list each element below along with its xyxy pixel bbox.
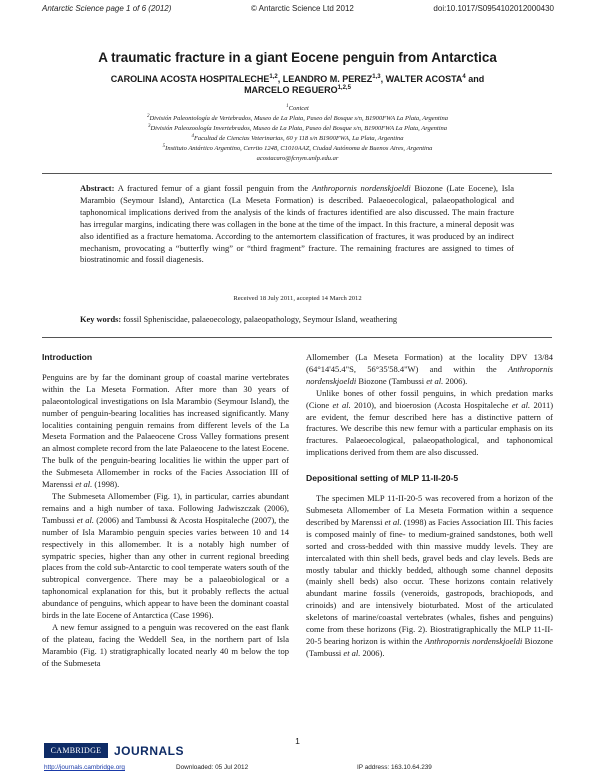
affiliation-text: Facultad de Ciencias Veterinarias, 60 y 118 s/n B1900FWA, La Plata, Argentina	[193, 135, 404, 142]
author-name: CAROLINA ACOSTA HOSPITALECHE	[110, 74, 270, 84]
affiliation-number: 4	[191, 133, 194, 139]
affiliation-marker: 4	[462, 74, 466, 80]
affiliation-text: División Paleozoología Invertebrados, Museo de La Plata, Paseo del Bosque s/n, B1900FWA La Plata, Argentina	[150, 125, 448, 132]
copyright-notice: © Antarctic Science Ltd 2012	[251, 4, 354, 13]
journals-wordmark: JOURNALS	[114, 743, 185, 758]
paragraph: The Submeseta Allomember (Fig. 1), in particular, carries abundant remains and a high number of taxa. Following Jadwiszczak (2006), Tambussi et al. (2006) and Tambussi & Acosta Hospitaleche (2007), the number of Isla Marambio penguin species varies between 10 and 14 respectively in this allomember. It is a notably high number of sympatric species, higher than any other in current regional breeding places from the cold sub-Antarctic to cool temperate waters south of the subtropical convergence. There may be a palaeobiological or a taphonomical explanation for this, but it probably reflects the actual abundance of penguins, which appear to have been the dominant coastal birds in the late Eocene of Antarctica (Case 1996).	[42, 490, 289, 621]
affiliation-number: 5	[162, 143, 166, 149]
abstract-text: Biozone (Late Eocene), Isla Marambio (Seymour Island), Antarctica (La Meseta Formation) is described. Palaeoecological, palaeopathological and taphonomical implications derived from the analysis of the kinds of fractures identified are also discussed. The main fracture has irregular margins, indicating there was collagen in the bone at the time of the impact. In this fracture, a mineral deposit was also identified as a fracture hematoma. According to the antemortem classification of fractures, it was produced by an indirect mechanism, provocating a “butterfly wing” or “third fragment” fracture. The remaining fractures are assigned to times of biostratinomic and fossil diagenesis.	[80, 183, 514, 265]
affiliation-number: 3	[147, 123, 151, 129]
keywords-label: Key words:	[80, 315, 122, 324]
section-heading-depositional-setting: Depositional setting of MLP 11-II-20-5	[306, 473, 459, 484]
running-header	[42, 4, 554, 13]
divider	[42, 173, 552, 174]
cambridge-wordmark: CAMBRIDGE	[44, 743, 108, 758]
affiliation-text: División Paleontología de Vertebrados, Museo de La Plata, Paseo del Bosque s/n, B1900FWA La Plata, Argentina	[149, 115, 449, 122]
ip-address: IP address: 163.10.64.239	[357, 764, 432, 771]
author-name: LEANDRO M. PEREZ	[282, 74, 373, 84]
taxon-name: Anthropornis nordenskjoeldi	[311, 183, 411, 193]
abstract-text: A fractured femur of a giant fossil penguin from the	[114, 183, 312, 193]
section-heading-introduction: Introduction	[42, 352, 93, 362]
paragraph: The specimen MLP 11-II-20-5 was recovered from a horizon of the Submeseta Allomember of La Meseta Formation within a sequence described by Marenssi et al. (1998) as Facies Association III. This facies is composed mainly of fine- to medium-grained sandstones, both well sorted and cross-bedded with thin massive muddy levels. They are intercalated with thin shell beds, gravel beds and clay levels. Beds are mostly tabular and thickly bedded, although some channel deposits (mainly shell beds) also occur. These horizons contain relatively abundant marine fossils (veneroids, gastropods, brachiopods, and crinoids) and are intensively bioturbated. Most of the articulated skeletons of marine/coastal vertebrates (whales, fishes and penguins) come from these horizons (Fig. 2). Biostratigraphically the MLP 11-II-20-5 bearing horizon is within the Anthropornis nordenskjoeldi Biozone (Tambussi et al. 2006).	[306, 493, 553, 658]
affiliation-marker: 1,2,5	[337, 85, 351, 91]
affiliation-number: 2	[146, 113, 150, 119]
download-date: Downloaded: 05 Jul 2012	[176, 764, 249, 771]
footer	[44, 764, 554, 776]
article-title: A traumatic fracture in a giant Eocene penguin from Antarctica	[98, 50, 497, 65]
affiliations	[60, 104, 535, 164]
keywords	[80, 315, 514, 324]
journal-citation: Antarctic Science page 1 of 6 (2012)	[42, 4, 172, 13]
affiliation-line	[60, 144, 535, 154]
affiliation-line	[60, 104, 535, 114]
doi: doi:10.1017/S0954102012000430	[433, 4, 554, 13]
author-name: WALTER ACOSTA	[385, 74, 463, 84]
divider	[42, 337, 552, 338]
contact-email: acostacaro@fcnym.unlp.edu.ar	[256, 155, 339, 162]
author-and: and	[468, 74, 485, 84]
affiliation-line	[60, 124, 535, 134]
paragraph: A new femur assigned to a penguin was recovered on the east flank of the plateau, facing the Weddell Sea, in the northern part of Isla Marambio (Fig. 1) stratigraphically located nearly 40 m below the top of the Submeseta	[42, 621, 289, 668]
affiliation-marker: 1,2	[269, 74, 278, 80]
affiliation-line	[60, 114, 535, 124]
affiliation-text: Conicet	[288, 105, 309, 112]
paragraph: Allomember (La Meseta Formation) at the locality DPV 13/84 (64°14'45.4"S, 56°35'58.4"W) and within the Anthropornis nordenskjoeldi Biozone (Tambussi et al. 2006).	[306, 352, 553, 386]
abstract	[80, 183, 514, 266]
affiliation-text: Instituto Antártico Argentino, Cerrito 1248, C1010AAZ, Ciudad Autónoma de Buenos Aires, Argentina	[165, 145, 433, 152]
affiliation-line	[60, 134, 535, 144]
affiliation-marker: 1,3	[372, 74, 381, 80]
affiliation-number: 1	[286, 103, 289, 109]
paragraph: Unlike bones of other fossil penguins, in which predation marks (Cione et al. 2010), and bioerosion (Acosta Hospitaleche et al. 2011) are evident, the femur described here has a distinctive pattern of fractures. We describe this new femur with a particular emphasis on its fractures. Palaeoecological, palaeopathological, and taphonomical implications derived from them are also discussed.	[306, 387, 554, 458]
author-name: MARCELO REGUERO	[244, 85, 338, 95]
right-column	[306, 352, 553, 660]
page-number: 1	[295, 736, 300, 746]
keywords-text: fossil Spheniscidae, palaeoecology, palaeopathology, Seymour Island, weathering	[121, 315, 398, 324]
left-column	[42, 352, 289, 670]
abstract-label: Abstract:	[80, 183, 115, 193]
journal-link[interactable]: http://journals.cambridge.org	[44, 764, 125, 771]
paragraph: Penguins are by far the dominant group of coastal marine vertebrates within the La Meseta Formation. After more than 30 years of palaeontological investigations on Isla Marambio (Seymour Island), the number of penguin-bearing localities has increased significantly. Many localities containing penguin remains from different levels of the La Meseta Formation and the Palaeocene Cross Valley formations present an almost complete record from the late Palaeocene to the latest Eocene. The bulk of the penguin-bearing localities lie within the upper part of the Submeseta Allomember in rocks of the Facies Association III of Marenssi et al. (1998).	[42, 371, 289, 490]
author-list: CAROLINA ACOSTA HOSPITALECHE$^{1,2}$, LEANDRO M. PEREZ$^{1,3}$, WALTER ACOSTA$^4$ and MARCELO REGUERO$^{1,2,5}$	[110, 74, 485, 95]
received-dates: Received 18 July 2011, accepted 14 March 2012	[233, 295, 362, 302]
cambridge-journals-logo	[44, 743, 184, 758]
